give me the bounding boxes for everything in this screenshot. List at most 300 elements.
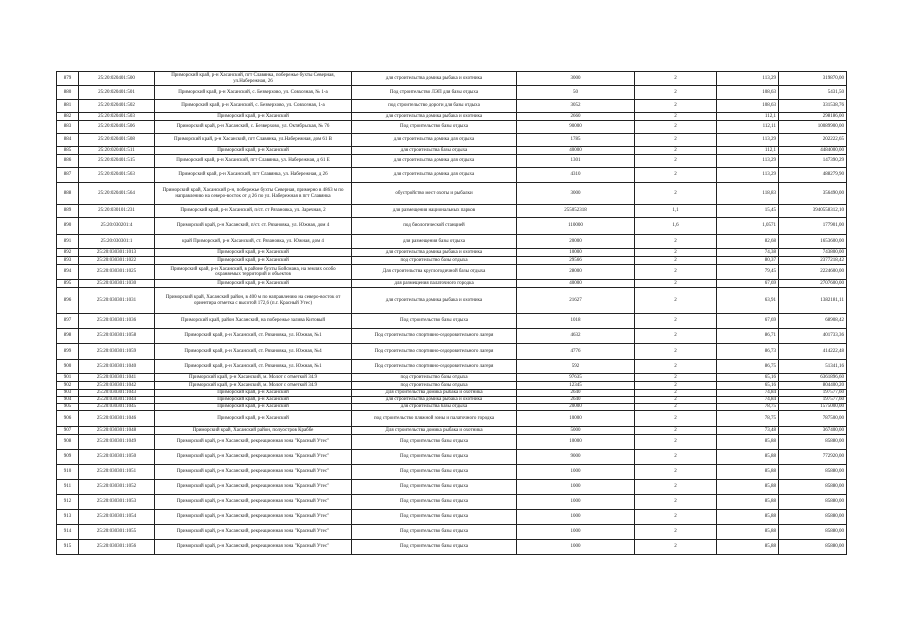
- permitted-use-cell: Под строительство базы отдыха: [352, 540, 517, 555]
- category-cell: 2: [635, 121, 717, 134]
- area-cell: 1018: [517, 314, 635, 329]
- rate-cell: 85,88: [717, 450, 779, 465]
- permitted-use-cell: для строительства домика рыбака и охотника: [352, 288, 517, 314]
- row-number: 888: [57, 183, 79, 205]
- table-row: [57, 465, 847, 480]
- cadastral-number: 25:20:020401:563: [79, 168, 155, 183]
- row-number: 915: [57, 540, 79, 555]
- address-cell: Приморский край, р-н Хасанский, ст. Рязановка, ул. Южная, №1: [155, 360, 352, 374]
- address-cell: край Приморский, р-н Хасанский, ст. Рязановка, ул. Южная, дом 4: [155, 235, 352, 249]
- table-row: [57, 344, 847, 360]
- area-cell: 110000: [517, 218, 635, 235]
- rate-cell: 86,71: [717, 329, 779, 344]
- cadastral-number: 25:20:030301:1: [79, 235, 155, 249]
- category-cell: 2: [635, 100, 717, 113]
- row-number: 882: [57, 113, 79, 121]
- row-number: 901: [57, 374, 79, 382]
- rate-cell: 108,63: [717, 100, 779, 113]
- cadastral-number: 25:20:030301:1030: [79, 280, 155, 288]
- row-number: 892: [57, 249, 79, 257]
- permitted-use-cell: для размещения национальных парков: [352, 205, 517, 218]
- value-cell: 85880,00: [779, 540, 847, 555]
- rate-cell: 85,88: [717, 540, 779, 555]
- rate-cell: 85,88: [717, 435, 779, 450]
- value-cell: 3940558312,10: [779, 205, 847, 218]
- permitted-use-cell: для размещения базы отдыха: [352, 235, 517, 249]
- category-cell: 2: [635, 314, 717, 329]
- rate-cell: 73,48: [717, 427, 779, 435]
- area-cell: 2660: [517, 113, 635, 121]
- cadastral-number: 25:20:030301:1036: [79, 314, 155, 329]
- category-cell: 2: [635, 397, 717, 404]
- cadastral-number: 25:20:030301:1025: [79, 265, 155, 280]
- permitted-use-cell: под строительство пляжной зоны и палаточного городка: [352, 411, 517, 427]
- row-number: 912: [57, 495, 79, 510]
- cadastral-number: 25:20:030301:1058: [79, 329, 155, 344]
- row-number: 905: [57, 404, 79, 411]
- address-cell: Приморский край, р-н Хасанский, п/ст. ст. Рязановка, ул. Южная, дом 4: [155, 218, 352, 235]
- rate-cell: 85,88: [717, 525, 779, 540]
- category-cell: 2: [635, 155, 717, 168]
- permitted-use-cell: Под строительство спортивно-оздоровительного лагеря: [352, 360, 517, 374]
- address-cell: Приморский край, р-н Хасанский, рекреационная зона "Красный Утес": [155, 450, 352, 465]
- permitted-use-cell: для строительства домика для отдыха: [352, 155, 517, 168]
- permitted-use-cell: под биологической станцией: [352, 218, 517, 235]
- table-row: [57, 329, 847, 344]
- row-number: 898: [57, 329, 79, 344]
- cadastral-number: 25:20:030301:1054: [79, 510, 155, 525]
- permitted-use-cell: для строительства домика рыбака и охотника: [352, 72, 517, 86]
- table-row: [57, 397, 847, 404]
- permitted-use-cell: Под строительство базы отдыха: [352, 525, 517, 540]
- value-cell: 68908,42: [779, 314, 847, 329]
- address-cell: Приморский край, р-н Хасанский: [155, 404, 352, 411]
- category-cell: 2: [635, 540, 717, 555]
- cadastral-number: 25:20:020401:501: [79, 86, 155, 100]
- address-cell: Приморский край, Хасанский район, полуостров Краббе: [155, 427, 352, 435]
- row-number: 885: [57, 147, 79, 155]
- area-cell: 1000: [517, 510, 635, 525]
- land-plot-table: [56, 71, 846, 555]
- table-row: [57, 121, 847, 134]
- cadastral-number: 25:20:030301:1051: [79, 465, 155, 480]
- row-number: 889: [57, 205, 79, 218]
- value-cell: 85880,00: [779, 480, 847, 495]
- table-row: [57, 495, 847, 510]
- table-row: [57, 280, 847, 288]
- area-cell: 29566: [517, 257, 635, 265]
- rate-cell: 63,91: [717, 288, 779, 314]
- permitted-use-cell: для строительства базы отдыха: [352, 404, 517, 411]
- category-cell: 1,1: [635, 205, 717, 218]
- area-cell: 90000: [517, 121, 635, 134]
- area-cell: 4632: [517, 329, 635, 344]
- category-cell: 2: [635, 72, 717, 86]
- rate-cell: 74,84: [717, 390, 779, 397]
- address-cell: Приморский край, р-н Хасанский, с. Безверхово, ул. Октябрьская, № 76: [155, 121, 352, 134]
- address-cell: Приморский край, р-н Хасанский: [155, 411, 352, 427]
- category-cell: 2: [635, 257, 717, 265]
- address-cell: Приморский край, р-н Хасанский, ст. Рязановка, ул. Южная, №1: [155, 329, 352, 344]
- area-cell: 40000: [517, 147, 635, 155]
- rate-cell: 112,11: [717, 121, 779, 134]
- address-cell: Приморский край, р-н Хасанский: [155, 280, 352, 288]
- rate-cell: 112,1: [717, 147, 779, 155]
- address-cell: Приморский край, р-н Хасанский, ст. Рязановка, ул. Южная, №4: [155, 344, 352, 360]
- area-cell: 2640: [517, 397, 635, 404]
- row-number: 881: [57, 100, 79, 113]
- table-row: [57, 168, 847, 183]
- value-cell: 1653600,00: [779, 235, 847, 249]
- table-row: [57, 218, 847, 235]
- address-cell: Приморский край, р-н Хасанский, с. Безверхово, ул. Совхозная, № 1-а: [155, 86, 352, 100]
- value-cell: 177901,00: [779, 218, 847, 235]
- cadastral-number: 25:20:030301:1049: [79, 435, 155, 450]
- rate-cell: 78,75: [717, 411, 779, 427]
- category-cell: 2: [635, 86, 717, 100]
- category-cell: 2: [635, 450, 717, 465]
- value-cell: 1575000,00: [779, 404, 847, 411]
- area-cell: 1000: [517, 525, 635, 540]
- address-cell: Приморский край, р-н Хасанский, пгт Славянка, ул. Набережная, д 61 Е: [155, 155, 352, 168]
- row-number: 880: [57, 86, 79, 100]
- table-row: [57, 540, 847, 555]
- cadastral-number: 25:20:020401:511: [79, 147, 155, 155]
- rate-cell: 15,45: [717, 205, 779, 218]
- cadastral-number: 25:20:030301:1041: [79, 374, 155, 382]
- value-cell: 147390,29: [779, 155, 847, 168]
- address-cell: Приморский край, район Хасанский, на побережье залива Китовый: [155, 314, 352, 329]
- permitted-use-cell: Под строительство ЛЭП для базы отдыха: [352, 86, 517, 100]
- category-cell: 2: [635, 404, 717, 411]
- row-number: 908: [57, 435, 79, 450]
- area-cell: 4310: [517, 168, 635, 183]
- category-cell: 2: [635, 525, 717, 540]
- value-cell: 804400,20: [779, 382, 847, 390]
- area-cell: 50: [517, 86, 635, 100]
- rate-cell: 67,69: [717, 280, 779, 288]
- rate-cell: 118,83: [717, 183, 779, 205]
- permitted-use-cell: Под строительство базы отдыха: [352, 510, 517, 525]
- area-cell: 9000: [517, 450, 635, 465]
- area-cell: 1301: [517, 155, 635, 168]
- value-cell: 414222,48: [779, 344, 847, 360]
- value-cell: 6361896,60: [779, 374, 847, 382]
- address-cell: Приморский край, р-н Хасанский: [155, 390, 352, 397]
- address-cell: Приморский край, р-н Хасанский, рекреационная зона "Красный Утес": [155, 435, 352, 450]
- table-row: [57, 404, 847, 411]
- row-number: 879: [57, 72, 79, 86]
- table-row: [57, 390, 847, 397]
- value-cell: 85880,00: [779, 510, 847, 525]
- row-number: 904: [57, 397, 79, 404]
- cadastral-number: 25:20:030301:1013: [79, 249, 155, 257]
- rate-cell: 113,29: [717, 155, 779, 168]
- address-cell: Приморский край, р-н Хасанский, рекреационная зона "Красный Утес": [155, 540, 352, 555]
- rate-cell: 86,75: [717, 360, 779, 374]
- address-cell: Приморский край, р-н Хасанский, пгт Славянка, ул.Набережная, дом 61 В: [155, 134, 352, 147]
- rate-cell: 86,73: [717, 344, 779, 360]
- row-number: 914: [57, 525, 79, 540]
- table-row: [57, 134, 847, 147]
- table-row: [57, 382, 847, 390]
- rate-cell: 112,1: [717, 113, 779, 121]
- address-cell: Приморский край, Хасанский район, в 400 м по направлению на северо-восток от ориентира отметка с высотой 172,6 (п.г. Красный Утес): [155, 288, 352, 314]
- address-cell: Приморский край, р-н Хасанский: [155, 397, 352, 404]
- area-cell: 2640: [517, 390, 635, 397]
- address-cell: Приморский край, р-н Хасанский, рекреационная зона "Красный Утес": [155, 480, 352, 495]
- value-cell: 85880,00: [779, 495, 847, 510]
- table-row: [57, 450, 847, 465]
- permitted-use-cell: под строительство базы отдыха: [352, 257, 517, 265]
- category-cell: 2: [635, 265, 717, 280]
- area-cell: 3052: [517, 100, 635, 113]
- area-cell: 4776: [517, 344, 635, 360]
- rate-cell: 85,88: [717, 510, 779, 525]
- permitted-use-cell: для строительства домика рыбака и охотника: [352, 249, 517, 257]
- table-row: [57, 314, 847, 329]
- area-cell: 592: [517, 360, 635, 374]
- row-number: 893: [57, 257, 79, 265]
- permitted-use-cell: Под строительство базы отдыха: [352, 435, 517, 450]
- cadastral-number: 25:20:020401:564: [79, 183, 155, 205]
- cadastral-number: 25:20:020401:500: [79, 72, 155, 86]
- category-cell: 2: [635, 113, 717, 121]
- rate-cell: 85,88: [717, 465, 779, 480]
- area-cell: 97635: [517, 374, 635, 382]
- value-cell: 4484000,00: [779, 147, 847, 155]
- rate-cell: 65,16: [717, 374, 779, 382]
- area-cell: 255052318: [517, 205, 635, 218]
- permitted-use-cell: Для строительства домика рыбака и охотника: [352, 427, 517, 435]
- category-cell: 2: [635, 249, 717, 257]
- row-number: 899: [57, 344, 79, 360]
- area-cell: 20000: [517, 235, 635, 249]
- value-cell: 51341,16: [779, 360, 847, 374]
- permitted-use-cell: Под строительство базы отдыха: [352, 450, 517, 465]
- table-body: [57, 72, 847, 555]
- rate-cell: 85,88: [717, 495, 779, 510]
- address-cell: Приморский край, р-н Хасанский, рекреационная зона "Красный Утес": [155, 525, 352, 540]
- address-cell: Приморский край, р-н Хасанский: [155, 147, 352, 155]
- permitted-use-cell: Для строительства домика рыбака и охотника: [352, 390, 517, 397]
- area-cell: 40000: [517, 280, 635, 288]
- category-cell: 2: [635, 435, 717, 450]
- permitted-use-cell: для строительства домика рыбака и охотника: [352, 113, 517, 121]
- row-number: 894: [57, 265, 79, 280]
- area-cell: 1000: [517, 495, 635, 510]
- value-cell: 197577,60: [779, 390, 847, 397]
- row-number: 886: [57, 155, 79, 168]
- category-cell: 1,6: [635, 218, 717, 235]
- address-cell: Приморский край, Хасанский р-н, побережье бухты Северная, примерно в 4863 м по направлению на северо-восток от д 26 по ул. Набережная в пгт Славянка: [155, 183, 352, 205]
- cadastral-number: 25:20:020401:515: [79, 155, 155, 168]
- permitted-use-cell: Для строительства круглогодичной базы отдыха: [352, 265, 517, 280]
- row-number: 911: [57, 480, 79, 495]
- cadastral-number: 25:20:030301:1042: [79, 382, 155, 390]
- row-number: 897: [57, 314, 79, 329]
- cadastral-number: 25:20:020401:502: [79, 100, 155, 113]
- row-number: 909: [57, 450, 79, 465]
- category-cell: 2: [635, 288, 717, 314]
- row-number: 884: [57, 134, 79, 147]
- row-number: 903: [57, 390, 79, 397]
- cadastral-number: 25:20:030301:1056: [79, 540, 155, 555]
- permitted-use-cell: для размещения палаточного городка: [352, 280, 517, 288]
- address-cell: Приморский край, р-н Хасанский, п/ст. ст Рязановка, ул. Заречная, 2: [155, 205, 352, 218]
- value-cell: 319870,00: [779, 72, 847, 86]
- area-cell: 10000: [517, 249, 635, 257]
- value-cell: 85880,00: [779, 525, 847, 540]
- rate-cell: 113,29: [717, 72, 779, 86]
- row-number: 896: [57, 288, 79, 314]
- table-row: [57, 480, 847, 495]
- area-cell: 3000: [517, 72, 635, 86]
- cadastral-number: 25:20:030301:1050: [79, 450, 155, 465]
- category-cell: 2: [635, 374, 717, 382]
- row-number: 887: [57, 168, 79, 183]
- value-cell: 367400,00: [779, 427, 847, 435]
- area-cell: 28000: [517, 265, 635, 280]
- rate-cell: 74,38: [717, 249, 779, 257]
- area-cell: 3000: [517, 183, 635, 205]
- permitted-use-cell: для строительства базы отдыха: [352, 147, 517, 155]
- permitted-use-cell: для строительства домика рыбака и охотника: [352, 397, 517, 404]
- value-cell: 5431,50: [779, 86, 847, 100]
- cadastral-number: 25:20:030301:1052: [79, 480, 155, 495]
- category-cell: 2: [635, 235, 717, 249]
- permitted-use-cell: Под строительство базы отдыха: [352, 480, 517, 495]
- rate-cell: 1,0571: [717, 218, 779, 235]
- permitted-use-cell: под строительство дороги для базы отдыха: [352, 100, 517, 113]
- value-cell: 85880,00: [779, 435, 847, 450]
- rate-cell: 78,75: [717, 404, 779, 411]
- rate-cell: 74,84: [717, 397, 779, 404]
- cadastral-number: 25:20:030301:1031: [79, 288, 155, 314]
- cadastral-number: 25:20:030301:1044: [79, 397, 155, 404]
- value-cell: 401733,36: [779, 329, 847, 344]
- value-cell: 2224600,00: [779, 265, 847, 280]
- value-cell: 197577,60: [779, 397, 847, 404]
- area-cell: 12345: [517, 382, 635, 390]
- category-cell: 2: [635, 344, 717, 360]
- category-cell: 2: [635, 510, 717, 525]
- address-cell: Приморский край, р-н Хасанский, рекреационная зона "Красный Утес": [155, 495, 352, 510]
- cadastral-number: 25:20:030301:1045: [79, 404, 155, 411]
- address-cell: Приморский край, р-н Хасанский, пгт Славянка, побережье бухты Северная, ул.Набережная, 26: [155, 72, 352, 86]
- row-number: 890: [57, 218, 79, 235]
- row-number: 913: [57, 510, 79, 525]
- category-cell: 2: [635, 329, 717, 344]
- table-row: [57, 235, 847, 249]
- table-row: [57, 147, 847, 155]
- value-cell: 356490,00: [779, 183, 847, 205]
- permitted-use-cell: обустройство мест охоты и рыбалки: [352, 183, 517, 205]
- table-row: [57, 205, 847, 218]
- area-cell: 21627: [517, 288, 635, 314]
- rate-cell: 113,29: [717, 168, 779, 183]
- cadastral-number: 25:20:020401:506: [79, 121, 155, 134]
- value-cell: 1382181,11: [779, 288, 847, 314]
- area-cell: 1000: [517, 465, 635, 480]
- cadastral-number: 25:20:030101:231: [79, 205, 155, 218]
- rate-cell: 80,37: [717, 257, 779, 265]
- area-cell: 10000: [517, 411, 635, 427]
- address-cell: Приморский край, р-н Хасанский: [155, 113, 352, 121]
- cadastral-number: 25:20:030301:1043: [79, 390, 155, 397]
- area-cell: 1000: [517, 480, 635, 495]
- row-number: 900: [57, 360, 79, 374]
- address-cell: Приморский край, р-н Хасанский, рекреационная зона "Красный Утес": [155, 465, 352, 480]
- rate-cell: 113,29: [717, 134, 779, 147]
- permitted-use-cell: Под строительство базы отдыха: [352, 121, 517, 134]
- category-cell: 2: [635, 465, 717, 480]
- table-row: [57, 257, 847, 265]
- row-number: 910: [57, 465, 79, 480]
- table-row: [57, 411, 847, 427]
- value-cell: 85880,00: [779, 465, 847, 480]
- table-row: [57, 86, 847, 100]
- category-cell: 2: [635, 147, 717, 155]
- value-cell: 743800,00: [779, 249, 847, 257]
- row-number: 883: [57, 121, 79, 134]
- cadastral-number: 25:20:030301:1055: [79, 525, 155, 540]
- row-number: 891: [57, 235, 79, 249]
- value-cell: 2707600,00: [779, 280, 847, 288]
- row-number: 906: [57, 411, 79, 427]
- cadastral-number: 25:20:030301:1040: [79, 360, 155, 374]
- row-number: 895: [57, 280, 79, 288]
- permitted-use-cell: Под строительство спортивно-оздоровительного лагеря: [352, 329, 517, 344]
- table-row: [57, 427, 847, 435]
- cadastral-number: 25:20:030301:1022: [79, 257, 155, 265]
- table-row: [57, 374, 847, 382]
- category-cell: 2: [635, 495, 717, 510]
- area-cell: 1000: [517, 540, 635, 555]
- cadastral-number: 25:20:030301:1053: [79, 495, 155, 510]
- cadastral-number: 25:20:020401:508: [79, 134, 155, 147]
- rate-cell: 82,68: [717, 235, 779, 249]
- area-cell: 1785: [517, 134, 635, 147]
- address-cell: Приморский край, р-н Хасанский, м. Молот с отметкой 34.9: [155, 374, 352, 382]
- table-row: [57, 100, 847, 113]
- permitted-use-cell: для строительства домика для отдыха: [352, 168, 517, 183]
- permitted-use-cell: Под строительство базы отдыха: [352, 465, 517, 480]
- value-cell: 772920,00: [779, 450, 847, 465]
- value-cell: 10089900,00: [779, 121, 847, 134]
- value-cell: 202222,65: [779, 134, 847, 147]
- rate-cell: 85,88: [717, 480, 779, 495]
- category-cell: 2: [635, 360, 717, 374]
- row-number: 907: [57, 427, 79, 435]
- value-cell: 488279,90: [779, 168, 847, 183]
- table-row: [57, 288, 847, 314]
- cadastral-number: 25:20:020401:503: [79, 113, 155, 121]
- cadastral-number: 25:20:030201:4: [79, 218, 155, 235]
- rate-cell: 67,69: [717, 314, 779, 329]
- permitted-use-cell: под строительство базы отдыха: [352, 382, 517, 390]
- table-row: [57, 249, 847, 257]
- area-cell: 5000: [517, 427, 635, 435]
- address-cell: Приморский край, р-н Хасанский, рекреационная зона "Красный Утес": [155, 510, 352, 525]
- rate-cell: 108,63: [717, 86, 779, 100]
- row-number: 902: [57, 382, 79, 390]
- address-cell: Приморский край, р-н Хасанский, м. Молот с отметкой 34.9: [155, 382, 352, 390]
- address-cell: Приморский край, р-н Хасанский: [155, 249, 352, 257]
- cadastral-number: 25:20:030301:1048: [79, 427, 155, 435]
- permitted-use-cell: Под строительство спортивно-оздоровительного лагеря: [352, 344, 517, 360]
- rate-cell: 79,45: [717, 265, 779, 280]
